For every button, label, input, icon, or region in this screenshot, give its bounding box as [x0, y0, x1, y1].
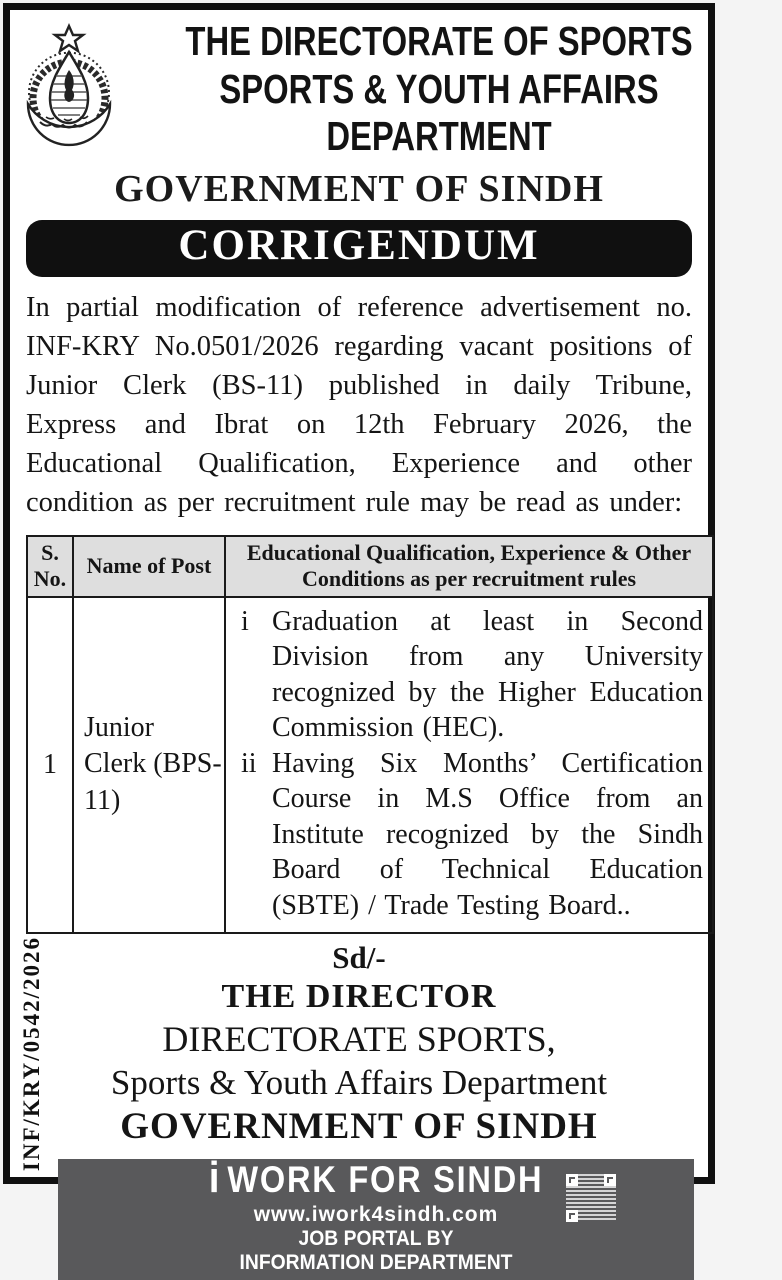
condition-2-text: Having Six Months’ Certification Course in M.S Office from an Institute recognized by the Sindh Board of Technical Education (SBTE) / Trade Testing Board.. — [272, 747, 703, 921]
iworkforsindh-footer-bar — [58, 1152, 694, 1280]
footer-tagline-line-1: JOB PORTAL BY — [298, 1226, 454, 1250]
footer-tagline-line-2: INFORMATION DEPARTMENT — [239, 1250, 513, 1274]
signature-department: Sports & Youth Affairs Department — [110, 1063, 608, 1103]
condition-2-numeral: ii — [241, 747, 257, 779]
condition-1-text: Graduation at least in Second Division from any University recognized by the Higher Education Commission (HEC). — [272, 605, 703, 744]
signature-block — [20, 939, 698, 1150]
qr-code-icon — [566, 1174, 616, 1222]
condition-item-1 — [226, 604, 712, 746]
table-header-row — [27, 536, 713, 597]
intro-paragraph: In partial modification of reference advertisement no. INF-KRY No.0501/2026 regarding vacant positions of Junior Clerk (BS-11) published in daily Tribune, Express and Ibrat on 12th February 2026, the Educational Qualification, Experience and other condition as per recruitment rule may be read as under: — [26, 291, 692, 518]
signature-title: THE DIRECTOR — [221, 977, 497, 1015]
signature-org: DIRECTORATE SPORTS, — [162, 1019, 556, 1060]
advertisement-frame — [3, 3, 715, 1274]
cell-conditions — [225, 597, 713, 933]
header — [20, 18, 698, 161]
corrigendum-banner: CORRIGENDUM — [26, 220, 692, 277]
condition-1-numeral: i — [241, 605, 249, 637]
condition-item-2 — [226, 746, 712, 924]
title-line-2: SPORTS & YOUTH AFFAIRS — [219, 65, 659, 112]
footer-website-url: www.iwork4sindh.com — [253, 1202, 499, 1226]
sindh-crest-svg — [20, 22, 118, 148]
header-name-of-post: Name of Post — [73, 536, 225, 597]
qr-finder-bottom-left — [566, 1210, 578, 1222]
cell-s-no: 1 — [27, 597, 73, 933]
cell-post-name: Junior Clerk (BPS-11) — [73, 597, 225, 933]
signature-government: GOVERNMENT OF SINDH — [120, 1106, 598, 1148]
qr-finder-top-right — [604, 1174, 616, 1186]
qr-finder-top-left — [566, 1174, 578, 1186]
title-line-1: THE DIRECTORATE OF SPORTS — [185, 18, 693, 64]
sindh-government-emblem-icon — [20, 18, 122, 153]
government-of-sindh-heading: GOVERNMENT OF SINDH — [114, 167, 604, 210]
title-line-3: DEPARTMENT — [326, 113, 552, 160]
iworkforsindh-brand-text: WORK FOR SINDH — [227, 1158, 544, 1200]
department-title — [122, 18, 782, 161]
advertisement-reference-number: INF/KRY/0542/2026 — [19, 935, 44, 1171]
iworkforsindh-i-icon: i — [208, 1152, 220, 1202]
header-s-no: S. No. — [27, 536, 73, 597]
advertisement-content — [10, 10, 708, 1274]
table-row — [27, 597, 713, 933]
header-conditions: Educational Qualification, Experience & Other Conditions as per recruitment rules — [225, 536, 713, 597]
signature-sd: Sd/- — [332, 939, 386, 975]
recruitment-table — [26, 535, 714, 934]
